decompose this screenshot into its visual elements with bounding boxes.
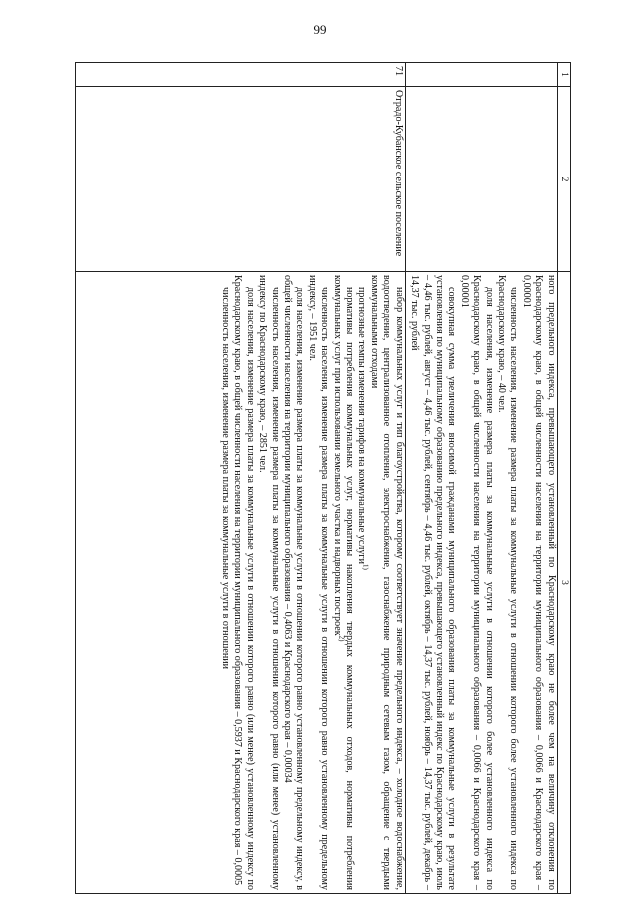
row-number-cell: 71 [76, 63, 406, 87]
table-header-row [557, 63, 570, 894]
header-col-1: 1 [557, 63, 570, 87]
paragraph: набор коммунальных услуг и тип благоустройства, которому соответствует значение предельного индекса, – холодное водоснабжение, водоотведение, централизованное отопление, электроснабжение, газоснабжение природным сетевым газом, обращение с твердыми коммунальными отходами [368, 275, 405, 890]
paragraph: доля населения, изменение размера платы за коммунальные услуги в отношении которого равно установленному предельному индексу, в общей численности населения на территории муниципального образования – 0,4063 и Краснодарского края – 0,00034 [281, 275, 306, 890]
paragraph: численность населения, изменение размера платы за коммунальные услуги в отношении которого равно установленному предельному индексу, – 1951 чел. [306, 275, 331, 890]
paragraph: численность населения, изменение размера платы за коммунальные услуги в отношении которого более установленного индекса по Краснодарскому краю, – 40 чел. [495, 275, 520, 890]
paragraph: численность населения, изменение размера платы за коммунальные услуги в отношении которого равно (или менее) установленному индексу по Краснодарскому краю, – 2851 чел. [257, 275, 281, 890]
header-col-3: 3 [557, 272, 570, 894]
paragraph-text: прогнозные темпы изменения тарифов на коммунальные услуги [356, 287, 368, 564]
row-content-cell [76, 272, 406, 894]
paragraph: совокупная сумма увеличения вносимой гражданами муниципального образования платы за коммунальные услуги в результате установления по муниципальному образованию предельного индекса, превышающего установленный индекс по Краснодарскому краю, июль – 4,46 тыс. рублей, август – 4,46 тыс. рублей, сентябрь – 4,46 тыс. рублей, октябрь – 14,37 тыс. рублей, ноябрь – 14,37 тыс. рублей, декабрь – 14,37 тыс. рублей [409, 275, 458, 890]
tariff-table [75, 62, 571, 894]
row-name-cell [405, 87, 557, 272]
paragraph: ного предельного индекса, превышающего установленный по Краснодарскому краю не более чем на величину отклонения по Краснодарскому краю, в общей численности населения на территории муниципального образования – 0,0066 и Краснодарского края – 0,00001 [520, 275, 557, 890]
rotated-table-wrapper [75, 62, 571, 894]
paragraph [330, 275, 355, 890]
municipality-name-cell: Отрадо-Кубанское сельское поселение [76, 87, 406, 272]
paragraph [355, 275, 370, 890]
row-content-cell [405, 272, 557, 894]
table-row-continued [405, 63, 557, 894]
table-row-71 [76, 63, 406, 894]
header-col-2: 2 [557, 87, 570, 272]
footnote-mark: 2) [336, 635, 345, 642]
paragraph-text: нормативы потребления коммунальных услуг, нормативы накопления твердых коммунальных отходов, нормативы потребления коммунальных услуг при использовании земельного участка и надворных построек [331, 275, 355, 890]
paragraph: доля населения, изменение размера платы за коммунальные услуги в отношении которого равно (или менее) установленному индексу по Краснодарскому краю, в общей численности населения на территории муниципального образования – 0,5937 и Краснодарского края – 0,0005 [232, 275, 256, 890]
row-number-cell [405, 63, 557, 87]
page-number: 99 [313, 22, 327, 37]
footnote-mark: 1) [361, 563, 370, 570]
paragraph: численность населения, изменение размера платы за коммунальные услуги в отношении [219, 287, 231, 670]
paragraph: доля населения, изменение размера платы за коммунальные услуги в отношении которого более установленного индекса по Краснодарскому краю, в общей численности населения на территории муниципального образования – 0,0066 и Краснодарского края – 0,00001 [458, 275, 495, 890]
